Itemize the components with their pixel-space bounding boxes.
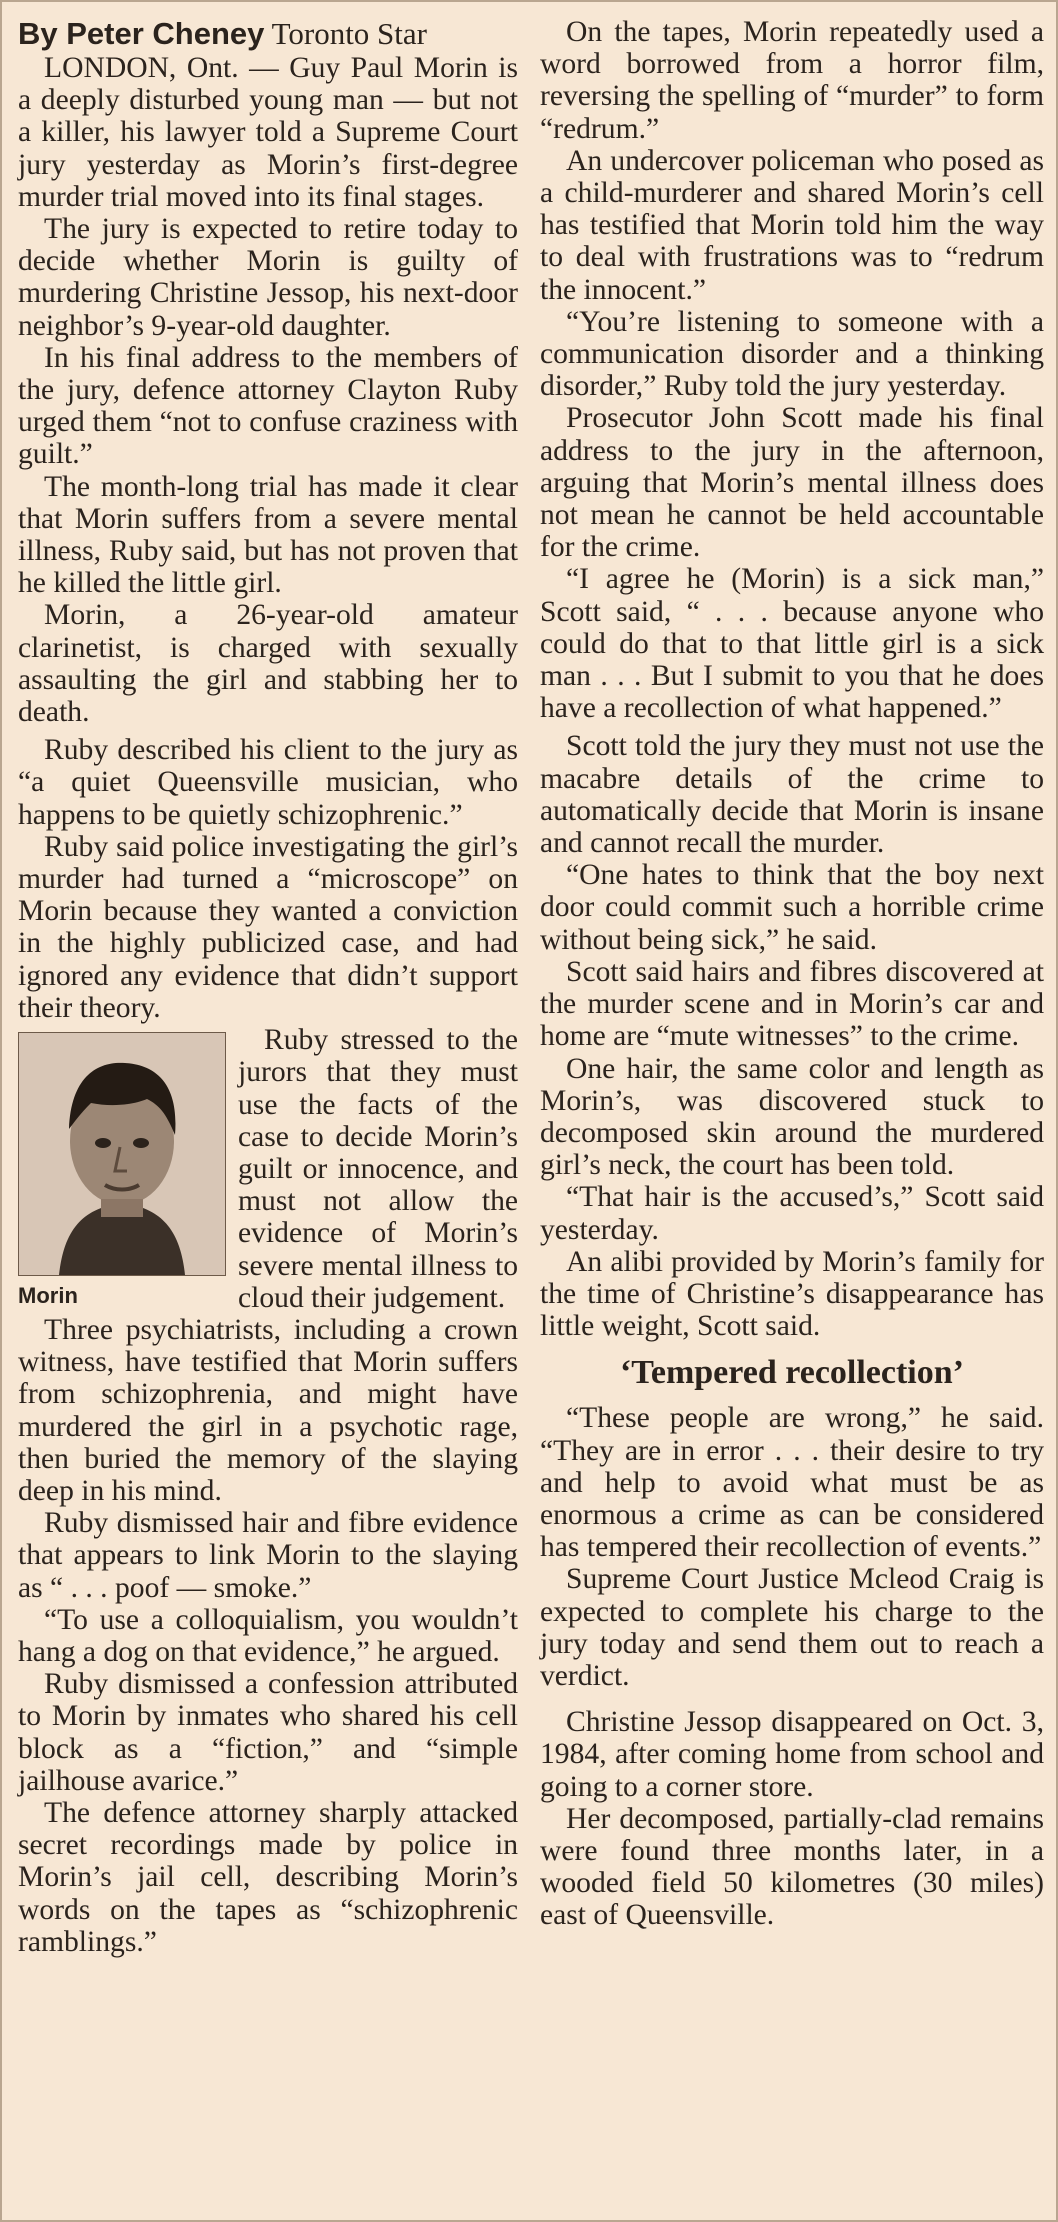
paragraph: Morin, a 26-year-old amateur clarinetist, is charged with sexually assaulting the girl and stabbing her to death. — [18, 599, 518, 729]
paragraph: Prosecutor John Scott made his final address to the jury in the afternoon, arguing that Morin’s mental illness does not mean he cannot be held accountable for the crime. — [540, 402, 1044, 564]
paragraph: “That hair is the accused’s,” Scott said yesterday. — [540, 1181, 1044, 1246]
paragraph: The month-long trial has made it clear that Morin suffers from a severe mental illness, Ruby said, but has not proven that he killed the little girl. — [18, 470, 518, 600]
paragraph: Ruby said police investigating the girl’s murder had turned a “microscope” on Morin because they wanted a conviction in the highly publicized case, and had ignored any evidence that didn’t support their theory. — [18, 830, 518, 1024]
paragraph: Supreme Court Justice Mcleod Craig is expected to complete his charge to the jury today and send them out to reach a verdict. — [540, 1563, 1044, 1692]
paragraph: Christine Jessop disappeared on Oct. 3, 1984, after coming home from school and going to a corner store. — [540, 1706, 1044, 1803]
paragraph: Scott told the jury they must not use the macabre details of the crime to automatically decide that Morin is insane and cannot recall the murder. — [540, 730, 1044, 860]
paragraph: “To use a colloquialism, you wouldn’t hang a dog on that evidence,” he argued. — [18, 1603, 518, 1668]
paragraph: An undercover policeman who posed as a child-murderer and shared Morin’s cell has testified that Morin told him the way to deal with frustrations was to “redrum the innocent.” — [540, 144, 1044, 306]
paragraph: An alibi provided by Morin’s family for the time of Christine’s disappearance has little weight, Scott said. — [540, 1245, 1044, 1343]
paragraph: The defence attorney sharply attacked secret recordings made by police in Morin’s jail cell, describing Morin’s words on the tapes as “schizophrenic ramblings.” — [18, 1796, 518, 1958]
paragraph: Her decomposed, partially-clad remains were found three months later, in a wooded field 50 kilometres (30 miles) east of Queensville. — [540, 1802, 1044, 1932]
paragraph: “You’re listening to someone with a communication disorder and a thinking disorder,” Ruby told the jury yesterday. — [540, 305, 1044, 403]
paragraph: In his final address to the members of the jury, defence attorney Clayton Ruby urged them “not to confuse craziness with guilt.” — [18, 341, 518, 471]
subhead: ‘Tempered recollection’ — [619, 1354, 964, 1392]
paragraph: On the tapes, Morin repeatedly used a word borrowed from a horror film, reversing the spelling of “murder” to form “redrum.” — [540, 16, 1044, 145]
portrait-photo — [18, 1032, 226, 1276]
paragraph: The jury is expected to retire today to decide whether Morin is guilty of murdering Christine Jessop, his next-door neighbor’s 9-year-old daughter. — [18, 213, 518, 342]
paragraph: Ruby dismissed hair and fibre evidence that appears to link Morin to the slaying as “ . . . poof — smoke.” — [18, 1507, 518, 1604]
byline-publication: Toronto Star — [271, 16, 427, 51]
paragraph: “These people are wrong,” he said. “They are in error . . . their desire to try and help to avoid what must be as enormous a crime as can be considered has tempered their recollection of events.” — [540, 1402, 1044, 1564]
byline — [18, 16, 518, 52]
byline-author: By Peter Cheney — [18, 16, 265, 51]
portrait-illustration — [19, 1033, 225, 1275]
left-column — [18, 16, 518, 1958]
paragraph: Scott said hairs and fibres discovered at the murder scene and in Morin’s car and home are “mute witnesses” to the crime. — [540, 955, 1044, 1053]
paragraph: Ruby stressed to the jurors that they must use the facts of the case to decide Morin’s guilt or innocence, and must not allow the evidence of Morin’s severe mental illness to cloud their judgement. — [238, 1024, 518, 1314]
photo-block — [18, 1032, 228, 1308]
paragraph: “I agree he (Morin) is a sick man,” Scott said, “ . . . because anyone who could do that to that little girl is a sick man . . . But I submit to you that he does have a recollection of what happened.” — [540, 563, 1044, 725]
paragraph: “One hates to think that the boy next door could commit such a horrible crime without being sick,” he said. — [540, 859, 1044, 956]
photo-caption: Morin — [18, 1283, 78, 1309]
paragraph: Ruby dismissed a confession attributed to Morin by inmates who shared his cell block as a “fiction,” and “simple jailhouse avarice.” — [18, 1668, 518, 1797]
paragraph: One hair, the same color and length as Morin’s, was discovered stuck to decomposed skin around the murdered girl’s neck, the court has been told. — [540, 1052, 1044, 1182]
right-column — [540, 16, 1044, 1932]
paragraph: Three psychiatrists, including a crown witness, have testified that Morin suffers from schizophrenia, and might have murdered the girl in a psychotic rage, then buried the memory of the slaying deep in his mind. — [18, 1313, 518, 1507]
paragraph: LONDON, Ont. — Guy Paul Morin is a deeply disturbed young man — but not a killer, his lawyer told a Supreme Court jury yesterday as Morin’s first-degree murder trial moved into its final stages. — [18, 52, 518, 213]
paragraph: Ruby described his client to the jury as “a quiet Queensville musician, who happens to be quietly schizophrenic.” — [18, 734, 518, 831]
